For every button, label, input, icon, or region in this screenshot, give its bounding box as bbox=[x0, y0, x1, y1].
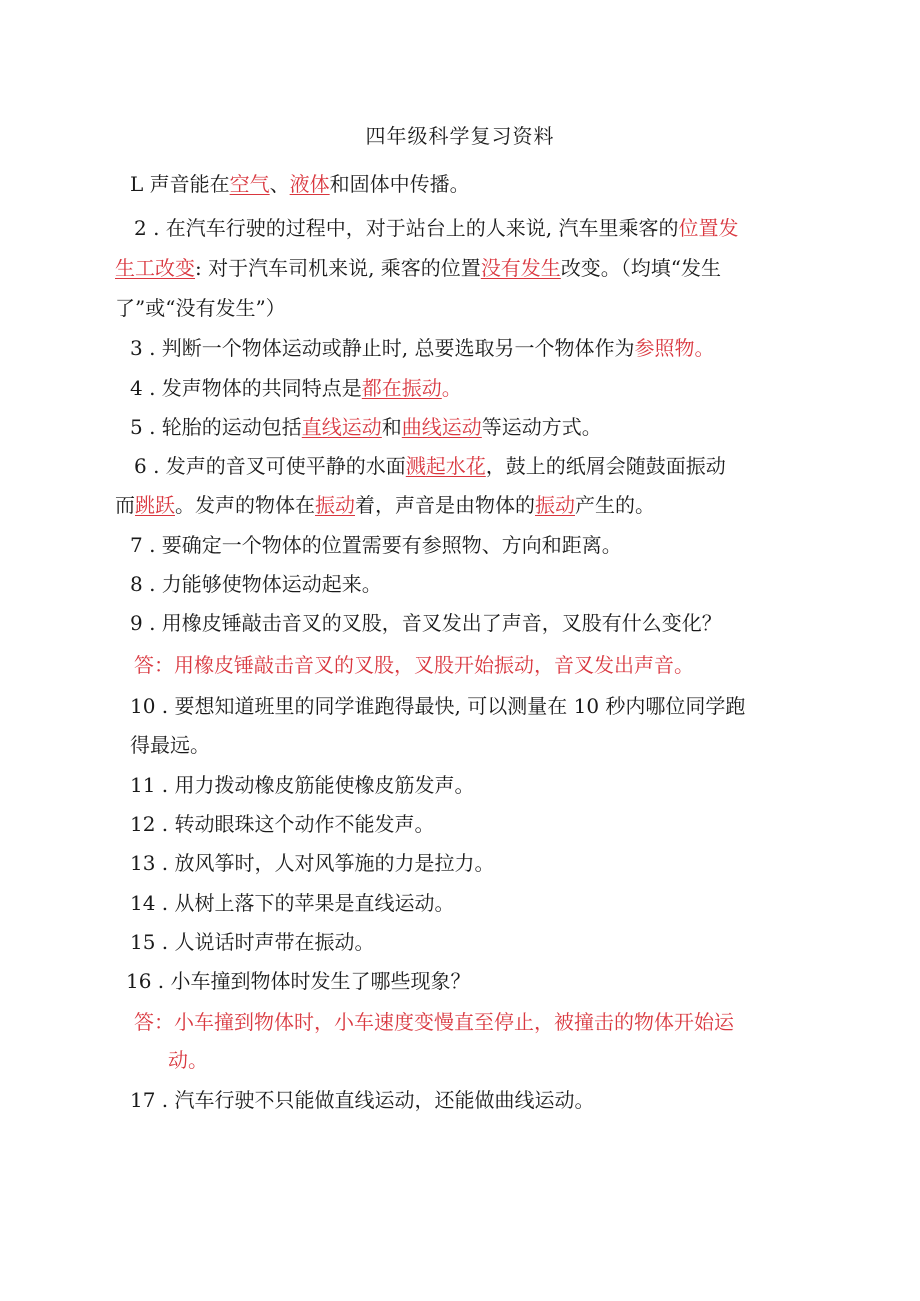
q6-text-end: 产生的。 bbox=[575, 493, 655, 517]
q6-text-mid3: 着，声音是由物体的 bbox=[355, 493, 535, 517]
q2-blank-2: 没有发生 bbox=[480, 256, 561, 280]
q5-text: 5 . 轮胎的运动包括 bbox=[130, 415, 302, 439]
q6-blank-1: 溅起水花 bbox=[405, 454, 486, 478]
q5-blank-2: 曲线运动 bbox=[401, 415, 482, 439]
q2-text-end: 改变。（均填“发生 bbox=[560, 256, 722, 280]
page-title: 四年级科学复习资料 bbox=[365, 124, 555, 148]
q6-text: 6 . 发声的音叉可使平静的水面 bbox=[134, 454, 406, 478]
question-2-line-3 bbox=[115, 294, 286, 322]
q4-text-end: 。 bbox=[441, 376, 462, 400]
question-12: 12 . 转动眼珠这个动作不能发声。 bbox=[130, 812, 435, 836]
answer-9: 答：用橡皮锤敲击音叉的叉股，叉股开始振动，音叉发出声音。 bbox=[134, 653, 694, 677]
q5-text-mid: 和 bbox=[381, 415, 402, 439]
question-16: 16 . 小车撞到物体时发生了哪些现象？ bbox=[126, 969, 471, 993]
q2-blank-1b: 生工改变 bbox=[115, 256, 195, 280]
q4-text: 4 . 发声物体的共同特点是 bbox=[130, 376, 362, 400]
question-5 bbox=[130, 413, 602, 441]
question-10-line-1: 10 . 要想知道班里的同学谁跑得最快, 可以测量在 10 秒内哪位同学跑 bbox=[130, 694, 746, 718]
question-6-line-2 bbox=[115, 491, 655, 519]
q6-text-mid: ，鼓上的纸屑会随鼓面振动 bbox=[485, 454, 726, 478]
q2-text-mid: : 对于汽车司机来说, 乘客的位置 bbox=[195, 256, 481, 280]
q6-blank-3: 振动 bbox=[315, 493, 355, 517]
question-13: 13 . 放风筝时，人对风筝施的力是拉力。 bbox=[130, 851, 495, 875]
q2-text: 2 . 在汽车行驶的过程中，对于站台上的人来说, 汽车里乘客的 bbox=[134, 216, 679, 240]
q6-text-line2: 而 bbox=[115, 493, 135, 517]
q3-blank: 参照物 bbox=[634, 336, 695, 360]
question-4 bbox=[130, 374, 462, 402]
question-8: 8 . 力能够使物体运动起来。 bbox=[130, 572, 382, 596]
answer-16-line-2: 动。 bbox=[168, 1048, 208, 1072]
question-2-line-2 bbox=[115, 254, 721, 282]
q1-blank-2: 液体 bbox=[289, 172, 330, 196]
question-15: 15 . 人说话时声带在振动。 bbox=[130, 930, 375, 954]
question-9: 9 . 用橡皮锤敲击音叉的叉股，音叉发出了声音，叉股有什么变化？ bbox=[130, 611, 722, 635]
question-10-line-2: 得最远。 bbox=[130, 733, 210, 757]
question-7: 7 . 要确定一个物体的位置需要有参照物、方向和距离。 bbox=[130, 533, 622, 557]
q3-text: 3 . 判断一个物体运动或静止时, 总要选取另一个物体作为 bbox=[130, 336, 635, 360]
q5-text-end: 等运动方式。 bbox=[481, 415, 602, 439]
question-3 bbox=[130, 334, 715, 362]
question-17: 17 . 汽车行驶不只能做直线运动，还能做曲线运动。 bbox=[130, 1088, 595, 1112]
q5-blank-1: 直线运动 bbox=[301, 415, 382, 439]
question-11: 11 . 用力拨动橡皮筋能使橡皮筋发声。 bbox=[130, 773, 475, 797]
q3-text-end: 。 bbox=[694, 336, 715, 360]
q1-text-end: 和固体中传播。 bbox=[329, 172, 470, 196]
q2-blank-1a: 位置发 bbox=[678, 216, 739, 240]
question-14: 14 . 从树上落下的苹果是直线运动。 bbox=[130, 891, 455, 915]
q2-note: 了”或“没有发生”） bbox=[115, 296, 286, 320]
question-6-line-1 bbox=[134, 452, 726, 480]
q1-text-mid: 、 bbox=[269, 172, 290, 196]
answer-16-line-1: 答：小车撞到物体时，小车速度变慢直至停止，被撞击的物体开始运 bbox=[134, 1010, 734, 1034]
q6-blank-4: 振动 bbox=[535, 493, 575, 517]
q1-blank-1: 空气 bbox=[229, 172, 270, 196]
q6-blank-2: 跳跃 bbox=[135, 493, 175, 517]
q1-text: L 声音能在 bbox=[130, 172, 230, 196]
question-2-line-1 bbox=[134, 214, 739, 242]
q4-blank: 都在振动 bbox=[361, 376, 442, 400]
q6-text-mid2: 。发声的物体在 bbox=[175, 493, 315, 517]
question-1 bbox=[130, 170, 470, 198]
